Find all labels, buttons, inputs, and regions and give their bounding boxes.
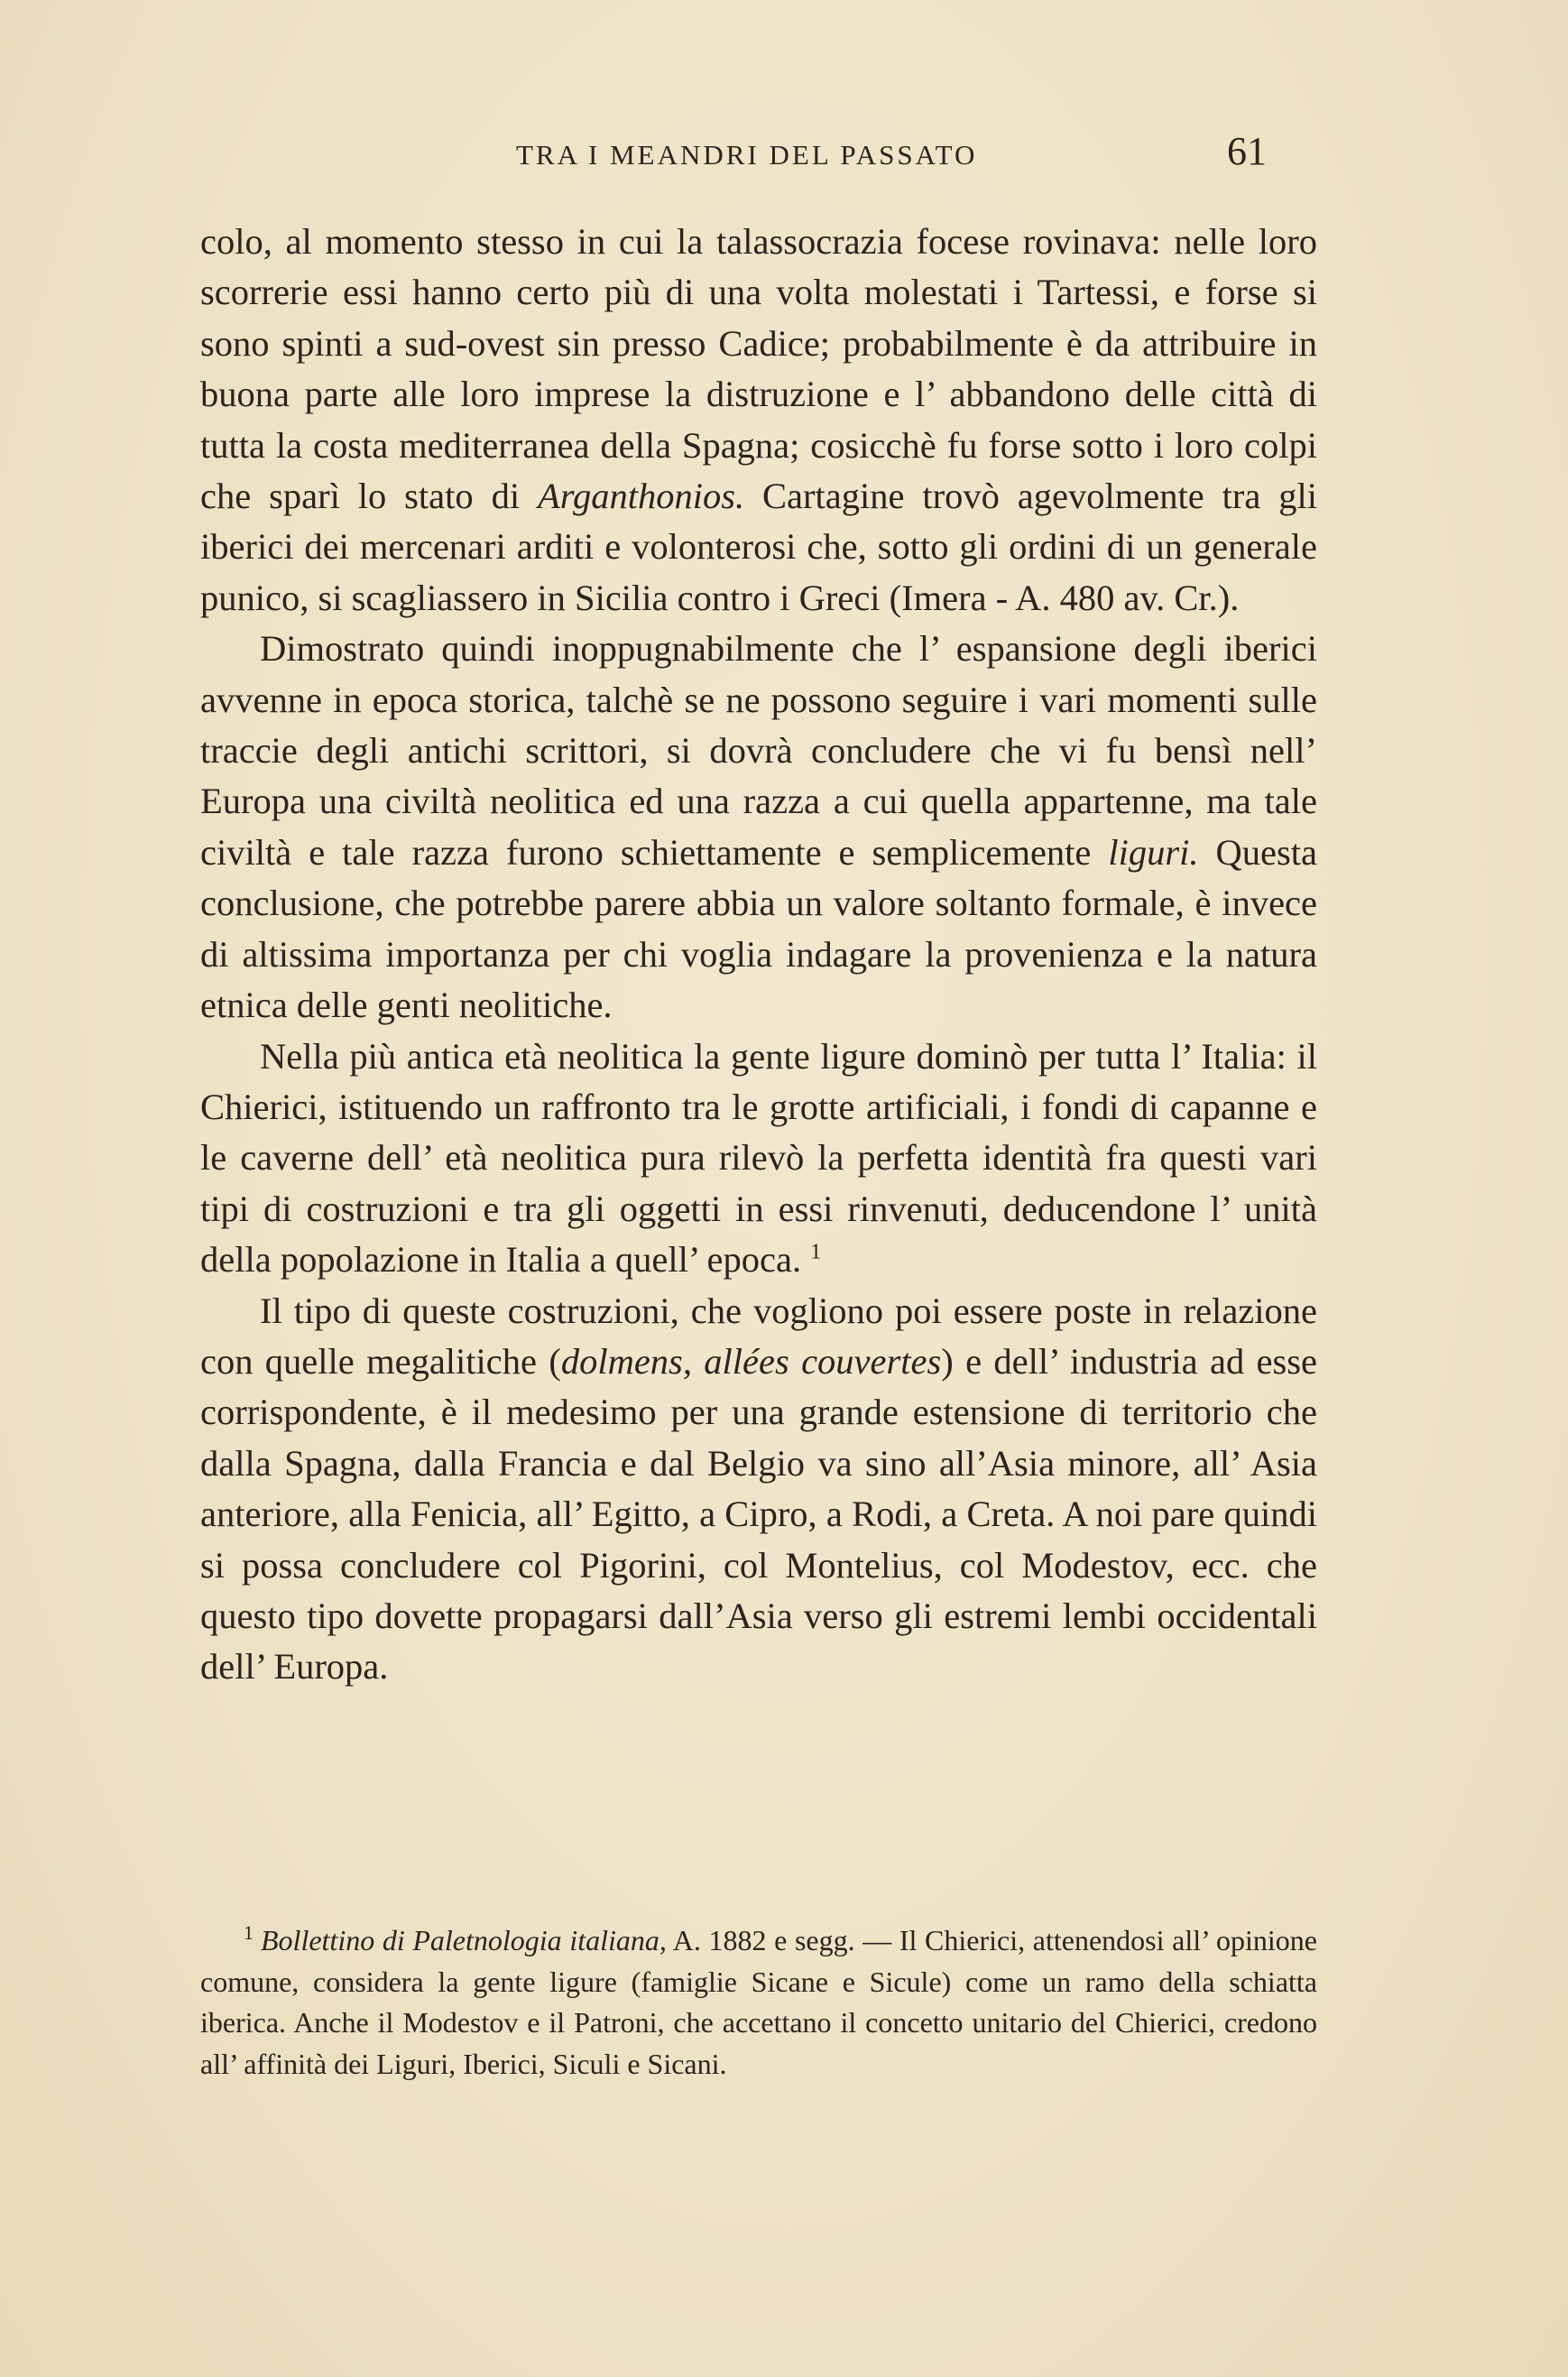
paragraph-2-italic: liguri. <box>1108 831 1199 873</box>
paragraph-4-text-b: ) e dell’ industria ad esse corrispondente, è il medesimo per una grande estensione di territorio che dalla Spagna, dalla Francia e dal Belgio va sino all’Asia minore, all’ Asia anteriore, alla Fenicia, all’ Egitto, a Cipro, a Rodi, a Creta. A noi pare quindi si possa concludere col Pigorini, col Montelius, col Modestov, ecc. che questo tipo dovette propagarsi dall’Asia verso gli estremi lembi occidentali dell’ Europa. <box>200 1340 1317 1688</box>
running-head <box>0 129 1568 180</box>
paragraph-4-italic: dolmens, allées couvertes <box>560 1340 942 1382</box>
running-title: TRA I MEANDRI DEL PASSATO <box>516 139 978 171</box>
paragraph-1-italic: Arganthonios. <box>537 476 745 517</box>
main-text <box>200 217 1317 1693</box>
paragraph-4-text-a: Il tipo di queste costruzioni, che vogliono poi essere poste in relazione con quelle megalitiche ( <box>200 1290 1317 1382</box>
paragraph-3 <box>200 1031 1317 1286</box>
page-number: 61 <box>1227 129 1267 173</box>
footnote-mark: 1 <box>244 1921 254 1945</box>
paragraph-3-text: Nella più antica età neolitica la gente ligure dominò per tutta l’ Italia: il Chierici, istituendo un raffronto tra le grotte artificiali, i fondi di capanne e le caverne dell’ età neolitica pura rilevò la perfetta identità fra questi vari tipi di costruzioni e tra gli oggetti in essi rinvenuti, deducendone l’ unità della popolazione in Italia a quell’ epoca. <box>200 1035 1317 1281</box>
footnotes <box>200 1920 1317 2085</box>
paragraph-1-text-a: colo, al momento stesso in cui la talassocrazia focese rovinava: nelle loro scorrerie essi hanno certo più di una volta molestati i Tartessi, e forse si sono spinti a sud-ovest sin presso Cadice; probabilmente è da attribuire in buona parte alle loro imprese la distruzione e l’ abbandono delle città di tutta la costa mediterranea della Spagna; cosicchè fu forse sotto i loro colpi che sparì lo stato di <box>200 221 1317 517</box>
paragraph-2-text-b: Questa conclusione, che potrebbe parere abbia un valore soltanto formale, è invece di altissima importanza per chi voglia indagare la provenienza e la natura etnica delle genti neolitiche. <box>200 831 1317 1026</box>
footnote-1 <box>200 1920 1317 2085</box>
footnote-italic: Bollettino di Paletnologia italiana, <box>261 1924 667 1956</box>
paragraph-1-text-b: Cartagine trovò agevolmente tra gli iberici dei mercenari arditi e volonterosi che, sotto gli ordini di un generale punico, si scagliassero in Sicilia contro i Greci (Imera - A. 480 av. Cr.). <box>200 476 1317 618</box>
paragraph-4 <box>200 1286 1317 1693</box>
footnote-reference[interactable]: 1 <box>810 1240 822 1264</box>
paragraph-1 <box>200 217 1317 624</box>
footnote-text: A. 1882 e segg. — Il Chierici, attenendosi all’ opinione comune, considera la gente ligure (famiglie Sicane e Sicule) come un ramo della schiatta iberica. Anche il Modestov e il Patroni, che accettano il concetto unitario del Chierici, credono all’ affinità dei Liguri, Iberici, Siculi e Sicani. <box>200 1924 1318 2080</box>
paragraph-2 <box>200 624 1317 1031</box>
paragraph-2-text-a: Dimostrato quindi inoppugnabilmente che l’ espansione degli iberici avvenne in epoca storica, talchè se ne possono seguire i vari momenti sulle traccie degli antichi scrittori, si dovrà concludere che vi fu bensì nell’ Europa una civiltà neolitica ed una razza a cui quella appartenne, ma tale civiltà e tale razza furono schiettamente e semplicemente <box>200 628 1317 873</box>
